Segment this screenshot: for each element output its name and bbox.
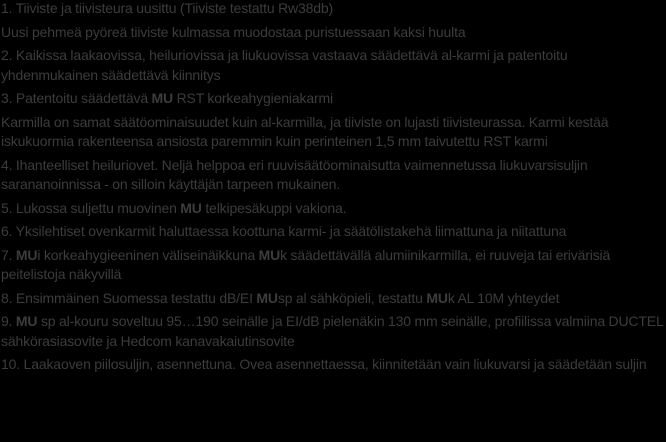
- paragraph-text: Karmilla on samat säätöominaisuudet kuin al-karmilla, ja tiiviste on lujasti tiivisteurassa. Karmi kestää iskukuormia rakenteensa ansiosta paremmin kuin perinteinen 1,5 mm taivutettu RST karmi: [1, 113, 609, 149]
- brand-mu-bold: MU: [15, 313, 38, 329]
- paragraph-text: k säädettävällä alumiinikarmilla, ei ruuveja tai erivärisiä peitelistoja näkyvillä: [1, 246, 611, 282]
- paragraph-text: 5. Lukossa suljettu muovinen: [1, 199, 181, 216]
- brand-mu-bold: MU: [426, 289, 448, 306]
- paragraph-item-8: [1, 289, 666, 309]
- paragraph-item-9: [1, 312, 666, 351]
- paragraph-item-3-description: [1, 113, 666, 152]
- paragraph-text: 7.: [1, 246, 16, 263]
- paragraph-item-1-description: [1, 23, 666, 43]
- paragraph-item-1: [1, 0, 666, 19]
- paragraph-text: k AL 10M yhteydet: [447, 289, 560, 306]
- brand-mu-bold: MU: [151, 90, 174, 106]
- paragraph-text: sp al-kouru soveltuu 95…190 seinälle ja EI/dB pielenäkin 130 mm seinälle, profiilissa valmiina DUCTEL sähkörasiasovite ja Hedcom kanavakaiutinsovite: [1, 313, 664, 349]
- paragraph-text: 4. Ihanteelliset heiluriovet. Neljä helppoa eri ruuvisäätöominaisutta vaimennetussa liukuvarsisuljin sarananoinnissa - on silloin käyttäjän tarpeen mukainen.: [1, 156, 588, 192]
- brand-mu-bold: MU: [180, 199, 202, 216]
- paragraph-item-2: [1, 46, 666, 85]
- paragraph-text: sp al sähköpieli, testattu: [277, 289, 427, 306]
- paragraph-text: 9.: [1, 313, 16, 329]
- paragraph-text: i korkeahygieeninen väliseinäikkuna: [37, 246, 259, 263]
- paragraph-item-4: [1, 156, 666, 195]
- paragraph-text: 8. Ensimmäinen Suomessa testattu dB/EI: [1, 289, 257, 306]
- brand-mu-bold: MU: [15, 246, 38, 263]
- paragraph-text: 1. Tiiviste ja tiivisteura uusittu (Tiiviste testattu Rw38db): [1, 0, 334, 16]
- paragraph-item-10: [1, 355, 666, 375]
- paragraph-text: RST korkeahygieniakarmi: [173, 90, 333, 106]
- paragraph-text: 6. Yksilehtiset ovenkarmit haluttaessa koottuna karmi- ja säätölistakehä liimattuna ja niitattuna: [1, 223, 567, 239]
- paragraph-item-3: [1, 89, 666, 109]
- paragraph-text: Uusi pehmeä pyöreä tiiviste kulmassa muodostaa puristuessaan kaksi huulta: [1, 23, 466, 40]
- paragraph-text: 3. Patentoitu säädettävä: [1, 90, 152, 106]
- brand-mu-bold: MU: [256, 289, 278, 306]
- paragraph-item-5: [1, 199, 666, 219]
- paragraph-text: 10. Laakaoven piilosuljin, asennettuna. Ovea asennettaessa, kiinnitetään vain liukuvarsi ja säädetään suljin: [1, 356, 647, 372]
- paragraph-text: 2. Kaikissa laakaovissa, heiluriovissa ja liukuovissa vastaava säädettävä al-karmi ja patentoitu yhdenmukainen säädettävä kiinnitys: [1, 47, 568, 83]
- paragraph-item-6: [1, 222, 666, 242]
- brand-mu-bold: MU: [258, 246, 281, 263]
- paragraph-text: telkipesäkuppi vakiona.: [201, 199, 347, 216]
- paragraph-item-7: [1, 246, 666, 285]
